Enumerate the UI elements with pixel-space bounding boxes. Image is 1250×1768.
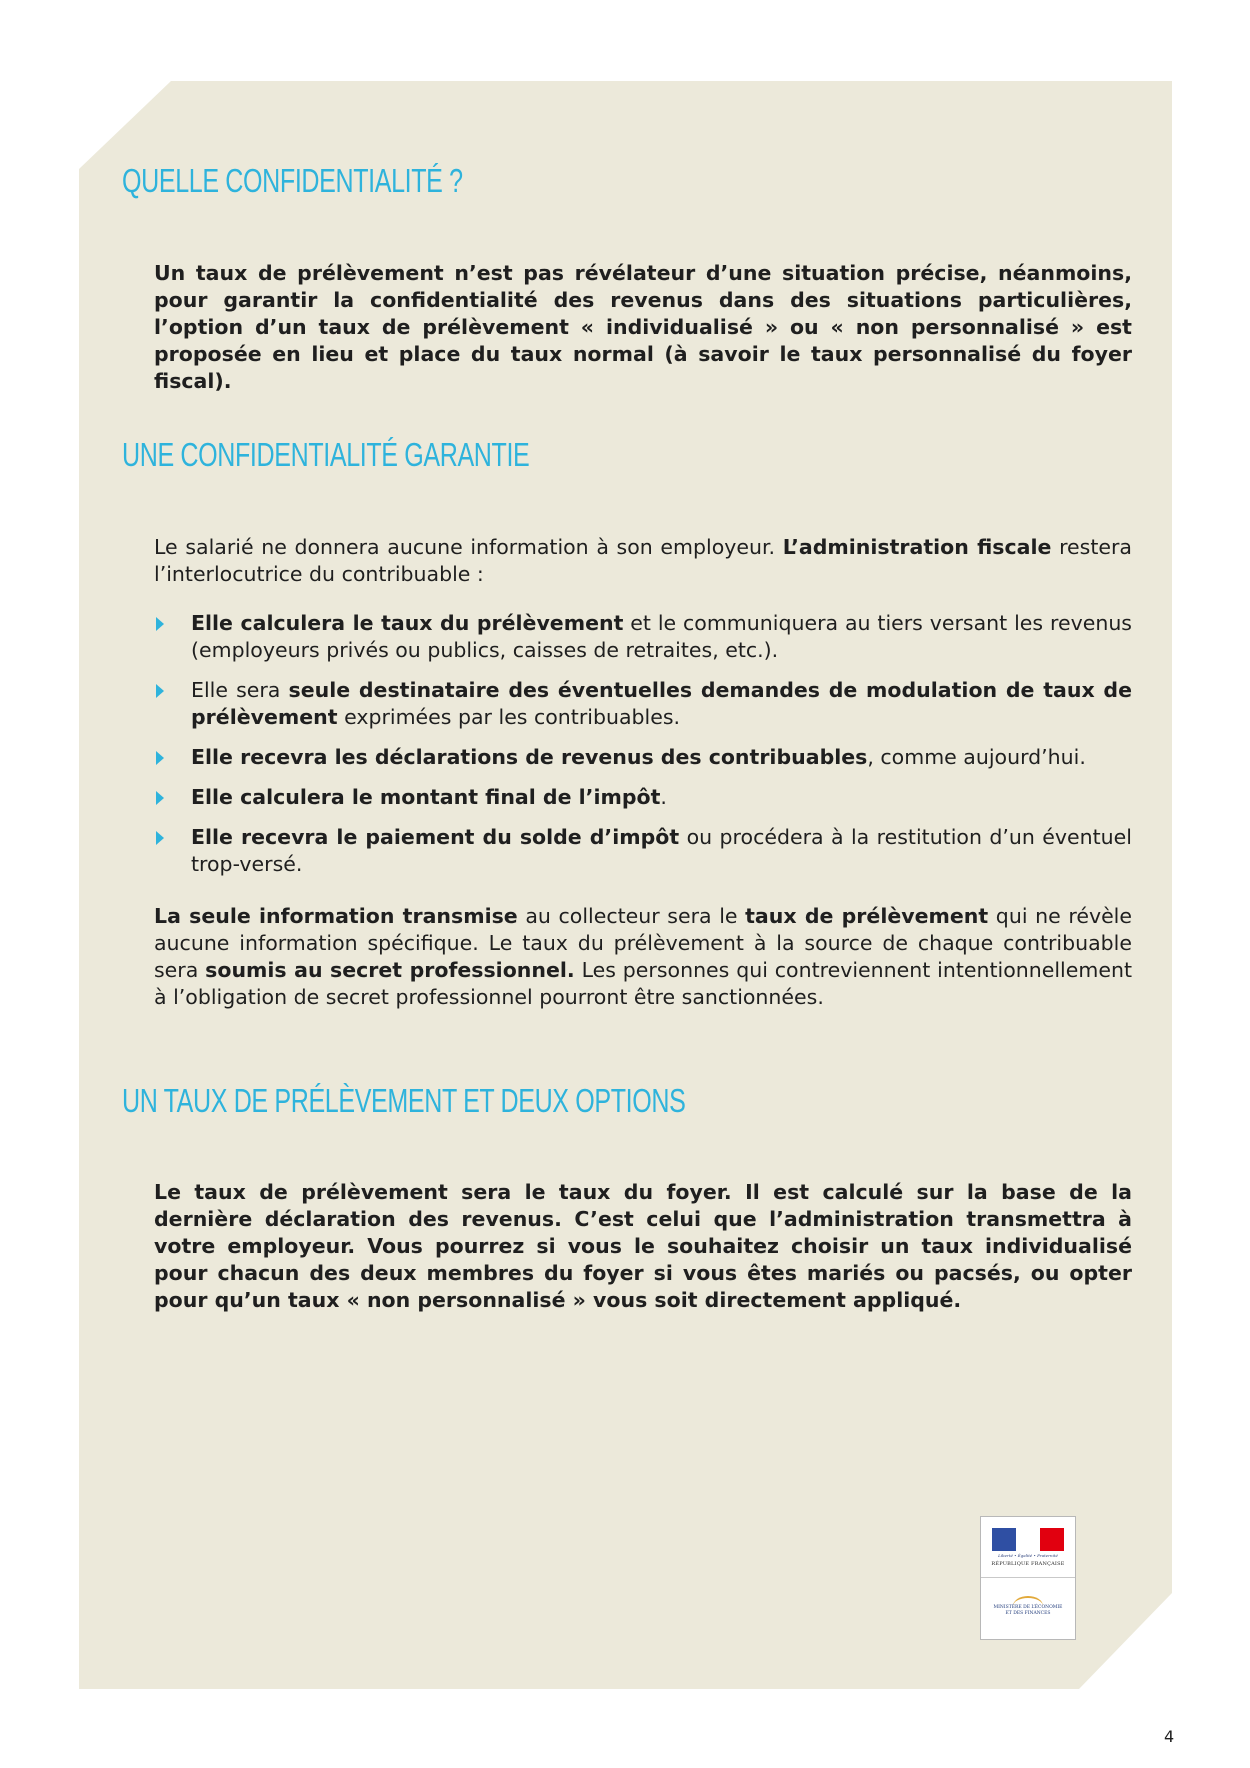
bullet-text: ou procédera à la restitution d’un éventuel trop-versé. — [191, 825, 1132, 876]
bullet-bold: Elle recevra le paiement du solde d’impôt — [191, 825, 680, 849]
bullet-text: , comme aujourd’hui. — [867, 745, 1086, 769]
list-item — [154, 824, 1132, 878]
list-item — [154, 784, 1132, 811]
closing-bold-2: taux de prélèvement — [745, 904, 989, 928]
bullet-text: exprimées par les contribuables. — [337, 705, 681, 729]
logo-motto: Liberté • Égalité • Fraternité — [998, 1553, 1058, 1558]
bullet-bold: Elle calculera le taux du prélèvement — [191, 611, 624, 635]
closing-bold-1: La seule information transmise — [154, 904, 518, 928]
logo-ministry — [981, 1605, 1075, 1617]
flag-band-red — [1040, 1528, 1064, 1551]
logo-divider — [981, 1577, 1075, 1578]
closing-text-1: au collecteur sera le — [517, 904, 746, 928]
flag-band-white — [1016, 1528, 1040, 1551]
bullet-bold: Elle calculera le montant final de l’impôt — [191, 785, 661, 809]
bullet-text: et le communiquera au tiers versant les revenus (employeurs privés ou publics, caisses de retraites, etc.). — [191, 611, 1132, 662]
bullet-bold: seule destinataire des éventuelles demandes de modulation de taux de prélèvement — [191, 678, 1132, 729]
section-heading-confidentiality: QUELLE CONFIDENTIALITÉ ? — [122, 162, 463, 199]
french-flag-icon — [992, 1528, 1064, 1551]
list-item — [154, 610, 1132, 664]
intro-bold-administration: L’administration fiscale — [782, 535, 1052, 559]
logo-ministry-line1: MINISTÈRE DE L’ÉCONOMIE — [993, 1605, 1063, 1610]
section-paragraph-options: Le taux de prélèvement sera le taux du foyer. Il est calculé sur la base de la dernière déclaration des revenus. C’est celui que l’administration transmettra à votre employeur. Vous pourrez si vous le souhaitez choisir un taux individualisé pour chacun des deux membres du foyer si vous êtes mariés ou pacsés, ou opter pour qu’un taux « non personnalisé » vous soit directement appliqué. — [154, 1180, 1132, 1312]
logo-ministry-line2: ET DES FINANCES — [1005, 1611, 1051, 1616]
bullet-arrow-icon — [156, 684, 164, 698]
section-closing-guaranteed — [154, 903, 1132, 1011]
ministry-logo — [980, 1516, 1076, 1640]
intro-text-1: Le salarié ne donnera aucune information à son employeur. — [154, 535, 783, 559]
page-number: 4 — [1164, 1727, 1175, 1746]
flag-band-blue — [992, 1528, 1016, 1551]
list-item — [154, 677, 1132, 731]
bullet-text: . — [660, 785, 667, 809]
bullet-list — [154, 610, 1132, 878]
bullet-arrow-icon — [156, 751, 164, 765]
bullet-text-pre: Elle sera — [191, 678, 289, 702]
bullet-arrow-icon — [156, 831, 164, 845]
list-item — [154, 744, 1132, 771]
section-heading-guaranteed: UNE CONFIDENTIALITÉ GARANTIE — [122, 436, 530, 473]
section-paragraph-confidentiality: Un taux de prélèvement n’est pas révélateur d’une situation précise, néanmoins, pour garantir la confidentialité des revenus dans des situations particulières, l’option d’un taux de prélèvement « individualisé » ou « non personnalisé » est proposée en lieu et place du taux normal (à savoir le taux personnalisé du foyer fiscal). — [154, 261, 1132, 393]
section-heading-options: UN TAUX DE PRÉLÈVEMENT ET DEUX OPTIONS — [122, 1082, 686, 1119]
bullet-arrow-icon — [156, 791, 164, 805]
section-intro-guaranteed — [154, 534, 1132, 588]
bullet-arrow-icon — [156, 617, 164, 631]
intro-text-2: restera l’interlocutrice du contribuable : — [154, 535, 1132, 586]
logo-country: RÉPUBLIQUE FRANÇAISE — [991, 1561, 1065, 1567]
bullet-bold: Elle recevra les déclarations de revenus des contribuables — [191, 745, 868, 769]
closing-text-3: Les personnes qui contreviennent intentionnellement à l’obligation de secret professionnel pourront être sanctionnées. — [154, 958, 1132, 1009]
closing-bold-3: soumis au secret professionnel. — [205, 958, 575, 982]
closing-text-2: qui ne révèle aucune information spécifique. Le taux du prélèvement à la source de chaque contribuable sera — [154, 904, 1132, 982]
